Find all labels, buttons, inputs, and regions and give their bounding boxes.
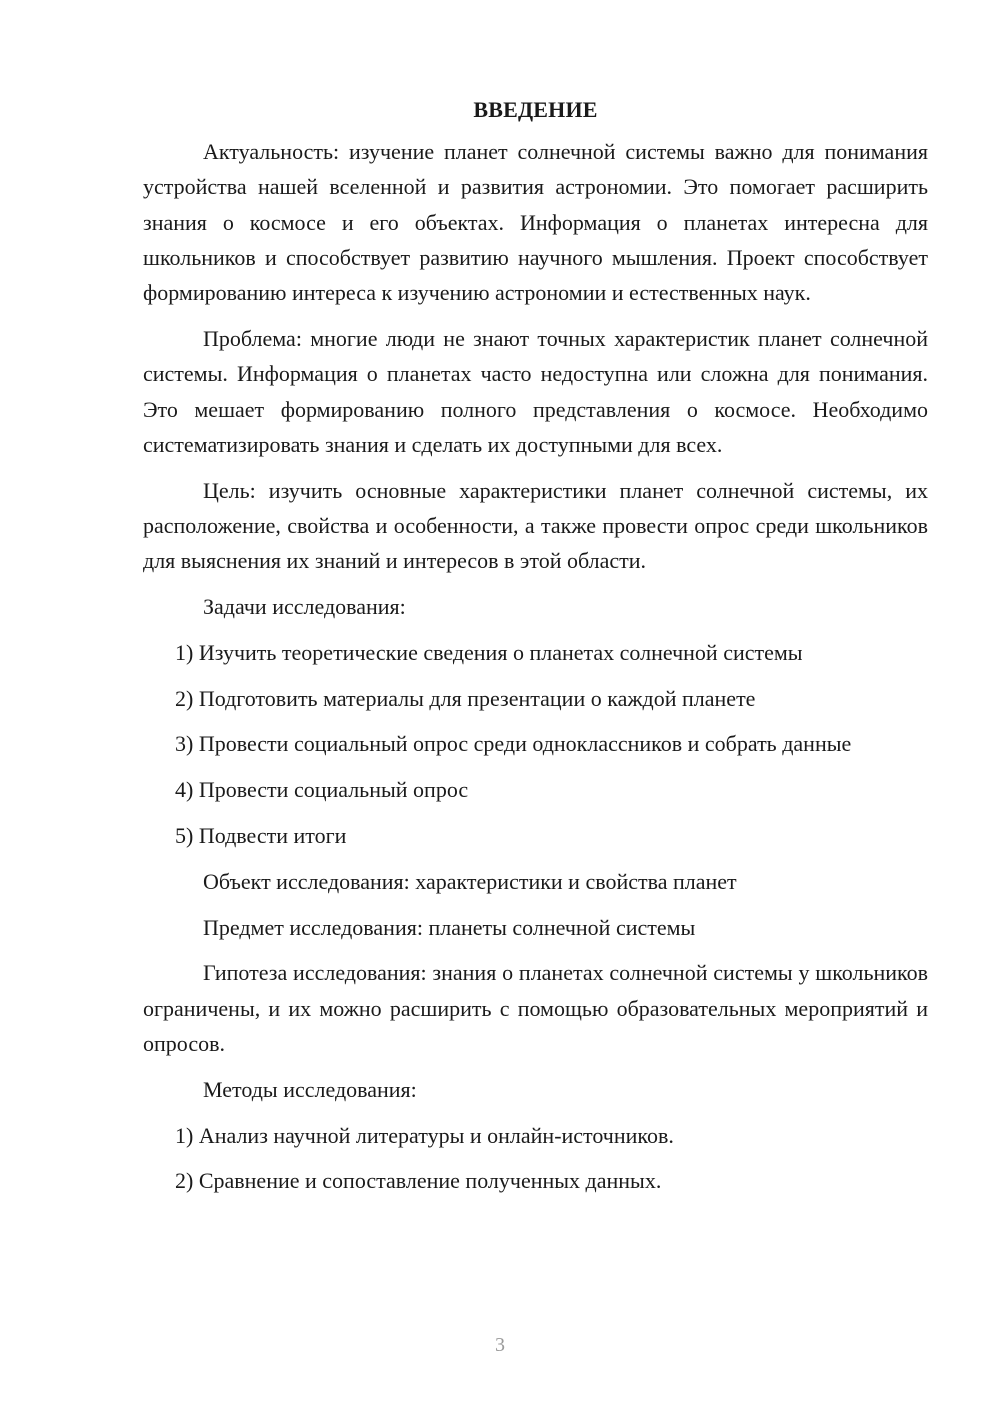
object-line: Объект исследования: характеристики и свойства планет	[203, 868, 737, 894]
tasks-heading: Задачи исследования:	[203, 594, 406, 620]
method-item: 2) Сравнение и сопоставление полученных данных.	[175, 1168, 662, 1194]
section-title: ВВЕДЕНИЕ	[473, 97, 598, 122]
hypothesis-paragraph: Гипотеза исследования: знания о планетах солнечной системы у школьников ограничены, и их можно расширить с помощью образовательных мероприятий и опросов.	[143, 960, 928, 1057]
method-item: 1) Анализ научной литературы и онлайн-источников.	[175, 1122, 674, 1148]
task-item: 1) Изучить теоретические сведения о планетах солнечной системы	[175, 639, 803, 665]
methods-heading: Методы исследования:	[203, 1076, 417, 1102]
document-page	[143, 96, 928, 1209]
problem-paragraph: Проблема: многие люди не знают точных характеристик планет солнечной системы. Информация о планетах часто недоступна или сложна для понимания. Это мешает формированию полного представления о космосе. Необходимо систематизировать знания и сделать их доступными для всех.	[143, 325, 928, 457]
relevance-paragraph: Актуальность: изучение планет солнечной системы важно для понимания устройства нашей вселенной и развития астрономии. Это помогает расширить знания о космосе и его объектах. Информация о планетах интересна для школьников и способствует развитию научного мышления. Проект способствует формированию интереса к изучению астрономии и естественных наук.	[143, 139, 928, 306]
task-item: 5) Подвести итоги	[175, 823, 347, 849]
page-number: 3	[495, 1334, 505, 1356]
subject-line: Предмет исследования: планеты солнечной системы	[203, 914, 696, 940]
task-item: 3) Провести социальный опрос среди одноклассников и собрать данные	[175, 731, 852, 757]
goal-paragraph: Цель: изучить основные характеристики планет солнечной системы, их расположение, свойства и особенности, а также провести опрос среди школьников для выяснения их знаний и интересов в этой области.	[143, 477, 928, 574]
task-item: 4) Провести социальный опрос	[175, 777, 469, 803]
task-item: 2) Подготовить материалы для презентации о каждой планете	[175, 685, 756, 711]
